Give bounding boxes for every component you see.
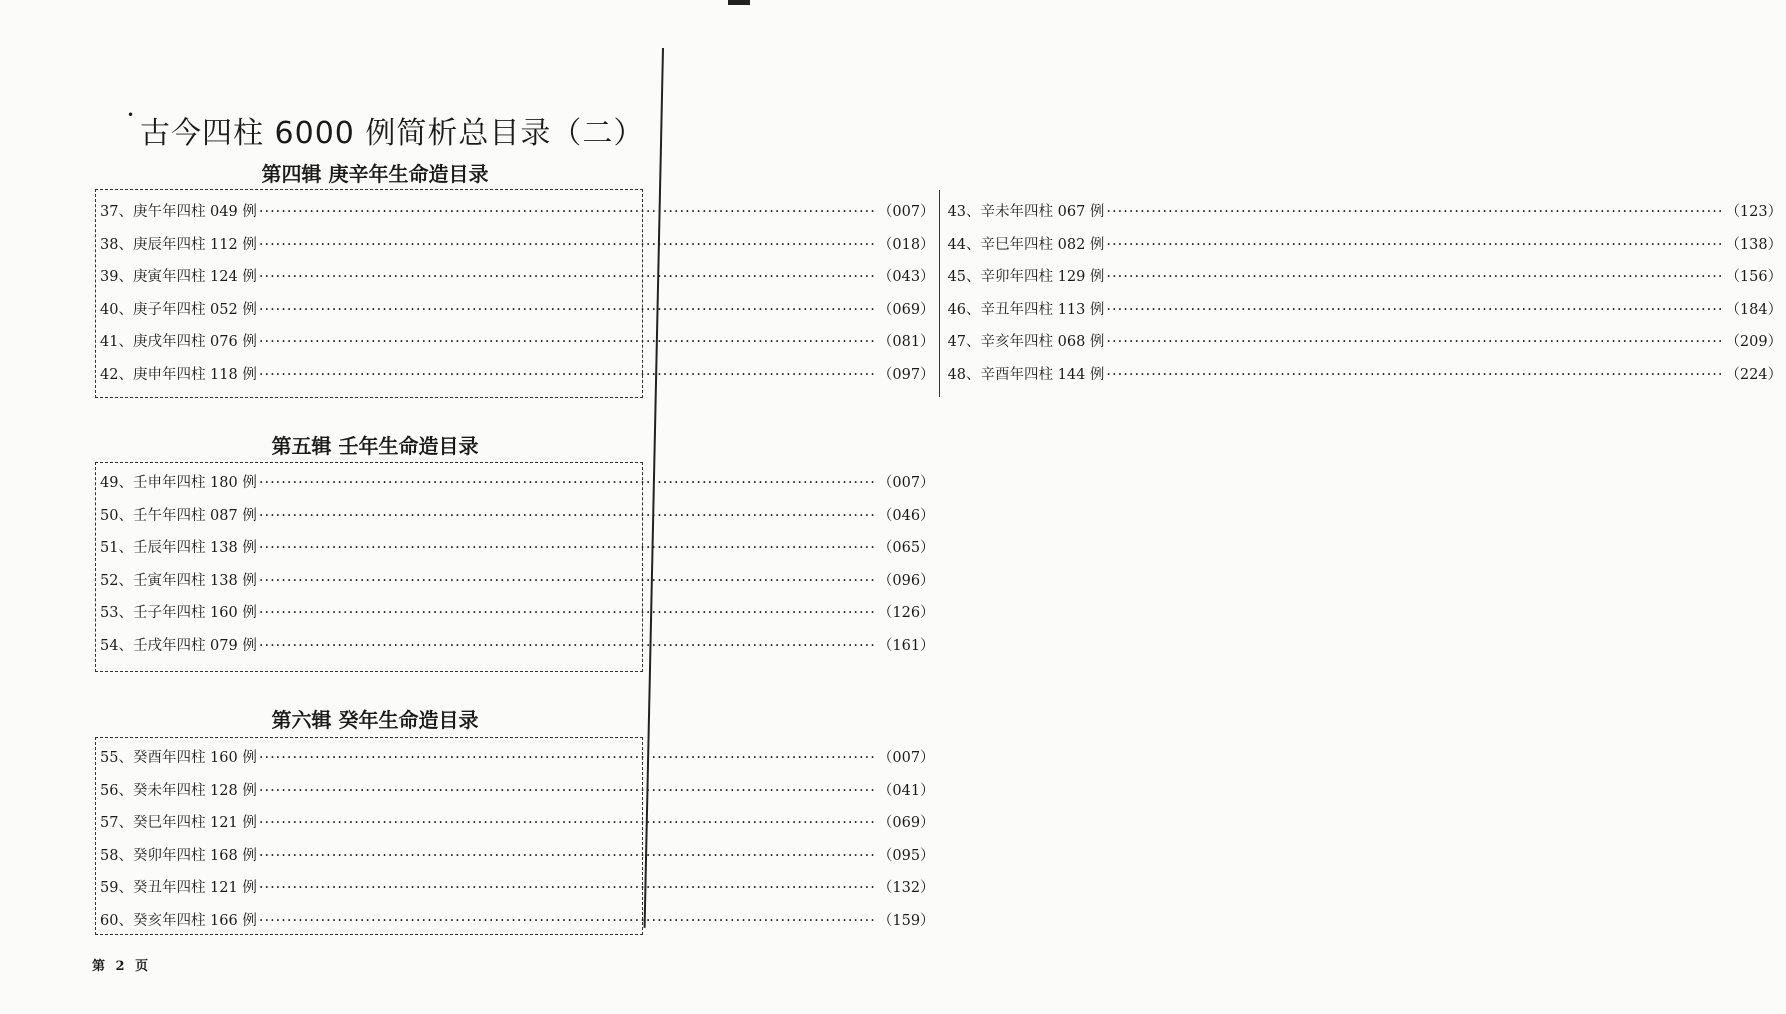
scan-speck: • [127,108,135,122]
toc-entry[interactable]: 38、庚辰年四柱 112 例 ····· （018） [100,229,939,262]
dot-leader [259,196,876,229]
dot-leader [259,565,876,598]
dot-leader [259,872,876,905]
toc-column [96,463,935,662]
toc-entry[interactable]: 48、辛酉年四柱 144 例 ····· （224） [948,359,1786,392]
toc-box-section-4 [95,189,1783,398]
dot-leader [259,905,876,938]
toc-column-left [96,190,939,397]
toc-box-section-5 [95,462,935,672]
toc-entry[interactable]: 46、辛丑年四柱 113 例 ····· （184） [948,294,1786,327]
dot-leader [259,229,876,262]
toc-box-section-6 [95,737,935,935]
dot-leader [1106,326,1723,359]
toc-entry[interactable]: 58、癸卯年四柱 168 例 ····· （095） [100,840,638,873]
dot-leader [259,630,876,663]
toc-entry[interactable]: 47、辛亥年四柱 068 例 ····· （209） [948,326,1786,359]
toc-entry[interactable]: 40、庚子年四柱 052 例 ····· （069） [100,294,939,327]
toc-entry[interactable]: 59、癸丑年四柱 121 例 ····· （132） [100,872,638,905]
toc-entry[interactable]: 41、庚戌年四柱 076 例 ····· （081） [100,326,939,359]
dot-leader [1106,359,1723,392]
toc-entry[interactable]: 54、壬戌年四柱 079 例 ····· （161） [100,630,638,663]
toc-column-right [939,190,1786,397]
toc-entry[interactable]: 56、癸未年四柱 128 例 ····· （041） [100,775,638,808]
toc-entry[interactable]: 37、庚午年四柱 049 例 ····· （007） [100,196,939,229]
dot-leader [1106,261,1723,294]
dot-leader [259,742,876,775]
dot-leader [1106,229,1723,262]
toc-entry[interactable]: 43、辛未年四柱 067 例 ····· （123） [948,196,1786,229]
toc-entry[interactable]: 52、壬寅年四柱 138 例 ····· （096） [100,565,638,598]
dot-leader [259,597,876,630]
dot-leader [259,326,876,359]
dot-leader [259,532,876,565]
toc-entry[interactable]: 51、壬辰年四柱 138 例 ····· （065） [100,532,638,565]
scan-artifact [728,0,750,5]
toc-entry[interactable]: 44、辛巳年四柱 082 例 ····· （138） [948,229,1786,262]
dot-leader [259,775,876,808]
dot-leader [1106,294,1723,327]
toc-entry[interactable]: 45、辛卯年四柱 129 例 ····· （156） [948,261,1786,294]
dot-leader [259,467,876,500]
dot-leader [259,840,876,873]
toc-entry[interactable]: 60、癸亥年四柱 166 例 ····· （159） [100,905,638,938]
section-title-4: 第四辑 庚辛年生命造目录 [261,162,489,186]
dot-leader [259,807,876,840]
toc-entry[interactable]: 49、壬申年四柱 180 例 ····· （007） [100,467,638,500]
dot-leader [259,500,876,533]
page-title: 古今四柱 6000 例简析总目录（二） [140,116,645,151]
dot-leader [259,261,876,294]
toc-entry[interactable]: 50、壬午年四柱 087 例 ····· （046） [100,500,638,533]
toc-column [96,738,935,937]
section-title-5: 第五辑 壬年生命造目录 [271,434,479,458]
page-number: 第 2 页 [92,959,152,974]
dot-leader [1106,196,1723,229]
toc-entry[interactable]: 57、癸巳年四柱 121 例 ····· （069） [100,807,638,840]
toc-entry[interactable]: 42、庚申年四柱 118 例 ····· （097） [100,359,939,392]
toc-entry[interactable]: 55、癸酉年四柱 160 例 ····· （007） [100,742,638,775]
toc-entry[interactable]: 39、庚寅年四柱 124 例 ····· （043） [100,261,939,294]
section-title-6: 第六辑 癸年生命造目录 [271,708,479,732]
dot-leader [259,359,876,392]
toc-entry[interactable]: 53、壬子年四柱 160 例 ····· （126） [100,597,638,630]
dot-leader [259,294,876,327]
